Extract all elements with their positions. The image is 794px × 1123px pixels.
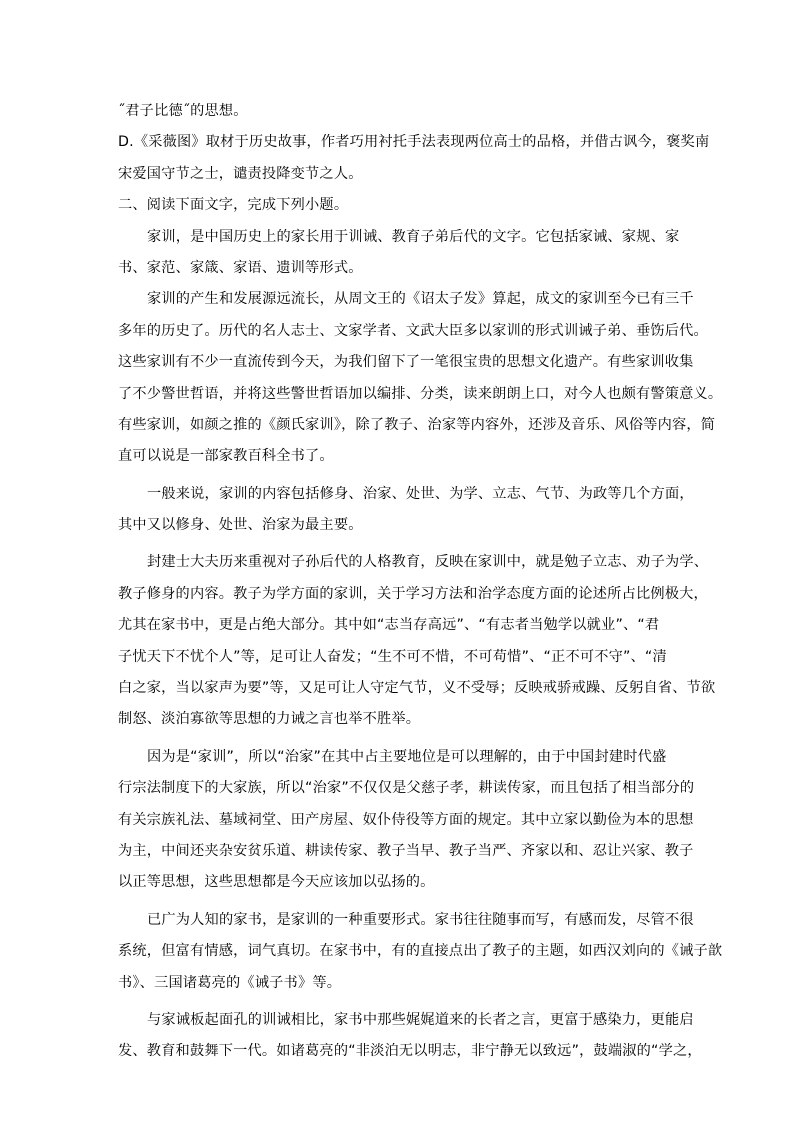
text-line: 家训的产生和发展源远流长，从周文王的《诏太子发》算起，成文的家训至今已有三千	[147, 291, 694, 308]
text-line: 一般来说，家训的内容包括修身、治家、处世、为学、立志、气节、为政等几个方面，	[147, 485, 694, 502]
text-line: 子忧天下不忧个人”等，足可让人奋发；“生不可不惜，不可苟惜”、“正不可不守”、“清	[118, 648, 667, 665]
text-line: 尤其在家书中，更是占绝大部分。其中如“志当存高远”、“有志者当勉学以就业”、“君	[118, 617, 660, 634]
text-line: 已广为人知的家书，是家训的一种重要形式。家书往往随事而写，有感而发，尽管不很	[147, 911, 694, 928]
paragraph	[118, 742, 695, 899]
question-lead	[118, 96, 710, 222]
paragraph	[118, 1005, 702, 1068]
text-line: 为主，中间还夹杂安贫乐道、耕读传家、教子当早、教子当严、齐家以和、忍让兴家、教子	[118, 842, 694, 859]
document-page	[118, 96, 723, 1068]
text-line: 直可以说是一部家教百科全书了。	[118, 448, 334, 465]
text-line: 以正等思想，这些思想都是今天应该加以弘扬的。	[118, 874, 435, 891]
text-line: 这些家训有不少一直流传到今天，为我们留下了一笔很宝贵的思想文化遗产。有些家训收集	[118, 354, 694, 371]
text-line: ˝君子比德˝的思想。	[118, 103, 248, 119]
paragraph	[118, 222, 682, 285]
text-line: 宋爱国守节之士，谴责投降变节之人。	[118, 165, 363, 182]
text-line: 白之家，当以家声为要”等，又足可让人守定气节，义不受辱；反映戒骄戒躁、反躬自省、节欲	[118, 680, 716, 697]
text-line: 了不少警世哲语，并将这些警世哲语加以编排、分类，读来朗朗上口，对今人也颇有警策意义。	[118, 385, 723, 402]
option-d-line: D.《采薇图》取材于历史故事，作者巧用衬托手法表现两位高士的品格，并借古讽今，褒奖南	[118, 134, 710, 151]
text-line: 封建士大夫历来重视对子孙后代的人格教育，反映在家训中，就是勉子立志、劝子为学、	[147, 554, 709, 571]
text-line: 有些家训，如颜之推的《颜氏家训》，除了教子、治家等内容外，还涉及音乐、风俗等内容，简	[118, 416, 716, 433]
text-line: 因为是“家训”，所以“治家”在其中占主要地位是可以理解的，由于中国封建时代盛	[147, 748, 667, 765]
paragraph	[118, 905, 723, 999]
text-line: 书、家范、家箴、家语、遗训等形式。	[118, 259, 363, 276]
text-line: 其中又以修身、处世、治家为最主要。	[118, 517, 363, 534]
text-line: 发、教育和鼓舞下一代。如诸葛亮的“非淡泊无以明志，非宁静无以致远”，鼓端淑的“学之，	[118, 1043, 702, 1060]
text-line: 制怒、淡泊寡欲等思想的力诫之言也举不胜举。	[118, 711, 421, 728]
text-line: 行宗法制度下的大家族，所以“治家”不仅仅是父慈子孝，耕读传家，而且包括了相当部分的	[118, 780, 695, 797]
paragraph	[118, 547, 716, 735]
text-line: 教子修身的内容。教子为学方面的家训，关于学习方法和治学态度方面的论述所占比例极大，	[118, 585, 708, 602]
text-line: 有关宗族礼法、墓域祠堂、田产房屋、奴仆侍役等方面的规定。其中立家以勤俭为本的思想	[118, 811, 694, 828]
paragraph	[118, 284, 723, 472]
text-line: 书》、三国诸葛亮的《诫子书》等。	[118, 974, 342, 991]
paragraph	[118, 479, 694, 542]
text-line: 多年的历史了。历代的名人志士、文家学者、文武大臣多以家训的形式训诫子弟、垂饬后代。	[118, 322, 708, 339]
section-heading: 二、阅读下面文字，完成下列小题。	[118, 197, 349, 214]
text-line: 与家诫板起面孔的训诫相比，家书中那些娓娓道来的长者之言，更富于感染力，更能启	[147, 1011, 694, 1028]
text-line: 系统，但富有情感，词气真切。在家书中，有的直接点出了教子的主题，如西汉刘向的《诫子歆	[118, 943, 723, 960]
text-line: 家训，是中国历史上的家长用于训诫、教育子弟后代的文字。它包括家诫、家规、家	[147, 228, 680, 245]
